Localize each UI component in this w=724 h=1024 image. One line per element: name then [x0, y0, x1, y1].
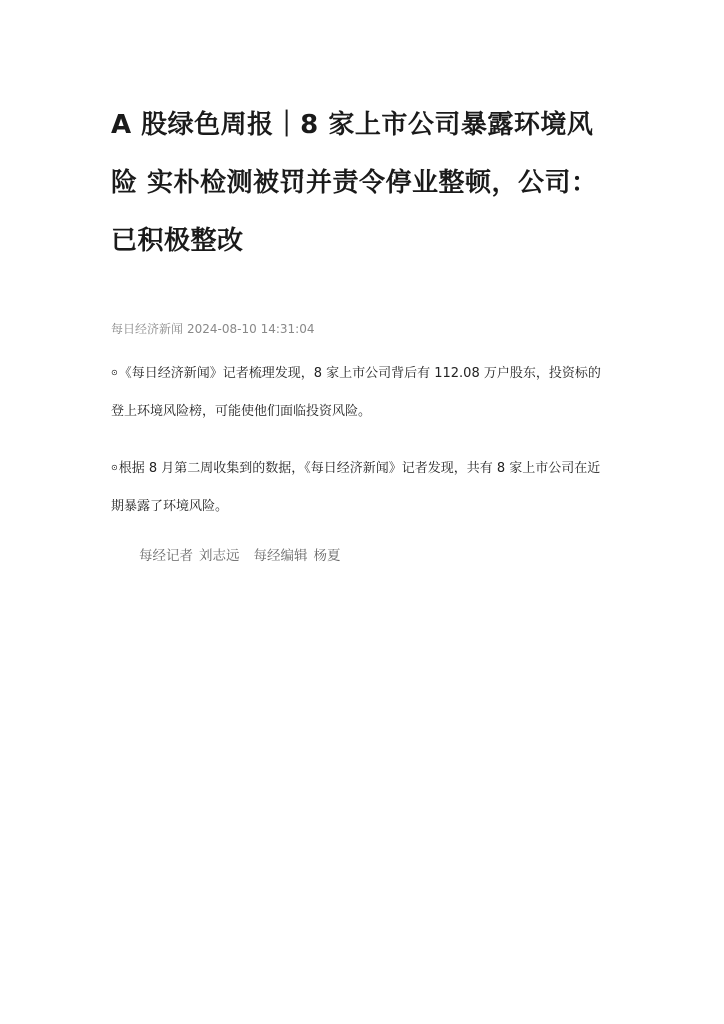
article-summary	[111, 354, 611, 526]
summary-text: 《每日经济新闻》记者梳理发现，8 家上市公司背后有 112.08 万户股东，投资标的登上环境风险榜，可能使他们面临投资风险。	[111, 366, 601, 419]
byline-role: 每经编辑	[253, 548, 308, 564]
byline-name: 刘志远	[199, 548, 240, 564]
article-datetime: 2024-08-10 14:31:04	[187, 322, 315, 336]
bullet-icon: ⊙	[111, 463, 118, 472]
summary-text: 根据 8 月第二周收集到的数据，《每日经济新闻》记者发现，共有 8 家上市公司在近期暴露了环境风险。	[111, 461, 601, 514]
article-meta	[111, 320, 611, 338]
byline-role: 每经记者	[139, 548, 193, 564]
byline-editor	[254, 544, 341, 568]
summary-point	[111, 449, 611, 526]
article-title: A 股绿色周报｜8 家上市公司暴露环境风险 实朴检测被罚并责令停业整顿，公司：已积极整改	[111, 110, 598, 256]
summary-point	[111, 354, 611, 431]
article	[111, 96, 611, 568]
article-source: 每日经济新闻	[111, 322, 184, 336]
byline-reporter	[139, 544, 240, 568]
byline-name: 杨夏	[313, 548, 341, 564]
bullet-icon: ⊙	[111, 368, 118, 377]
article-bylines	[139, 544, 611, 568]
